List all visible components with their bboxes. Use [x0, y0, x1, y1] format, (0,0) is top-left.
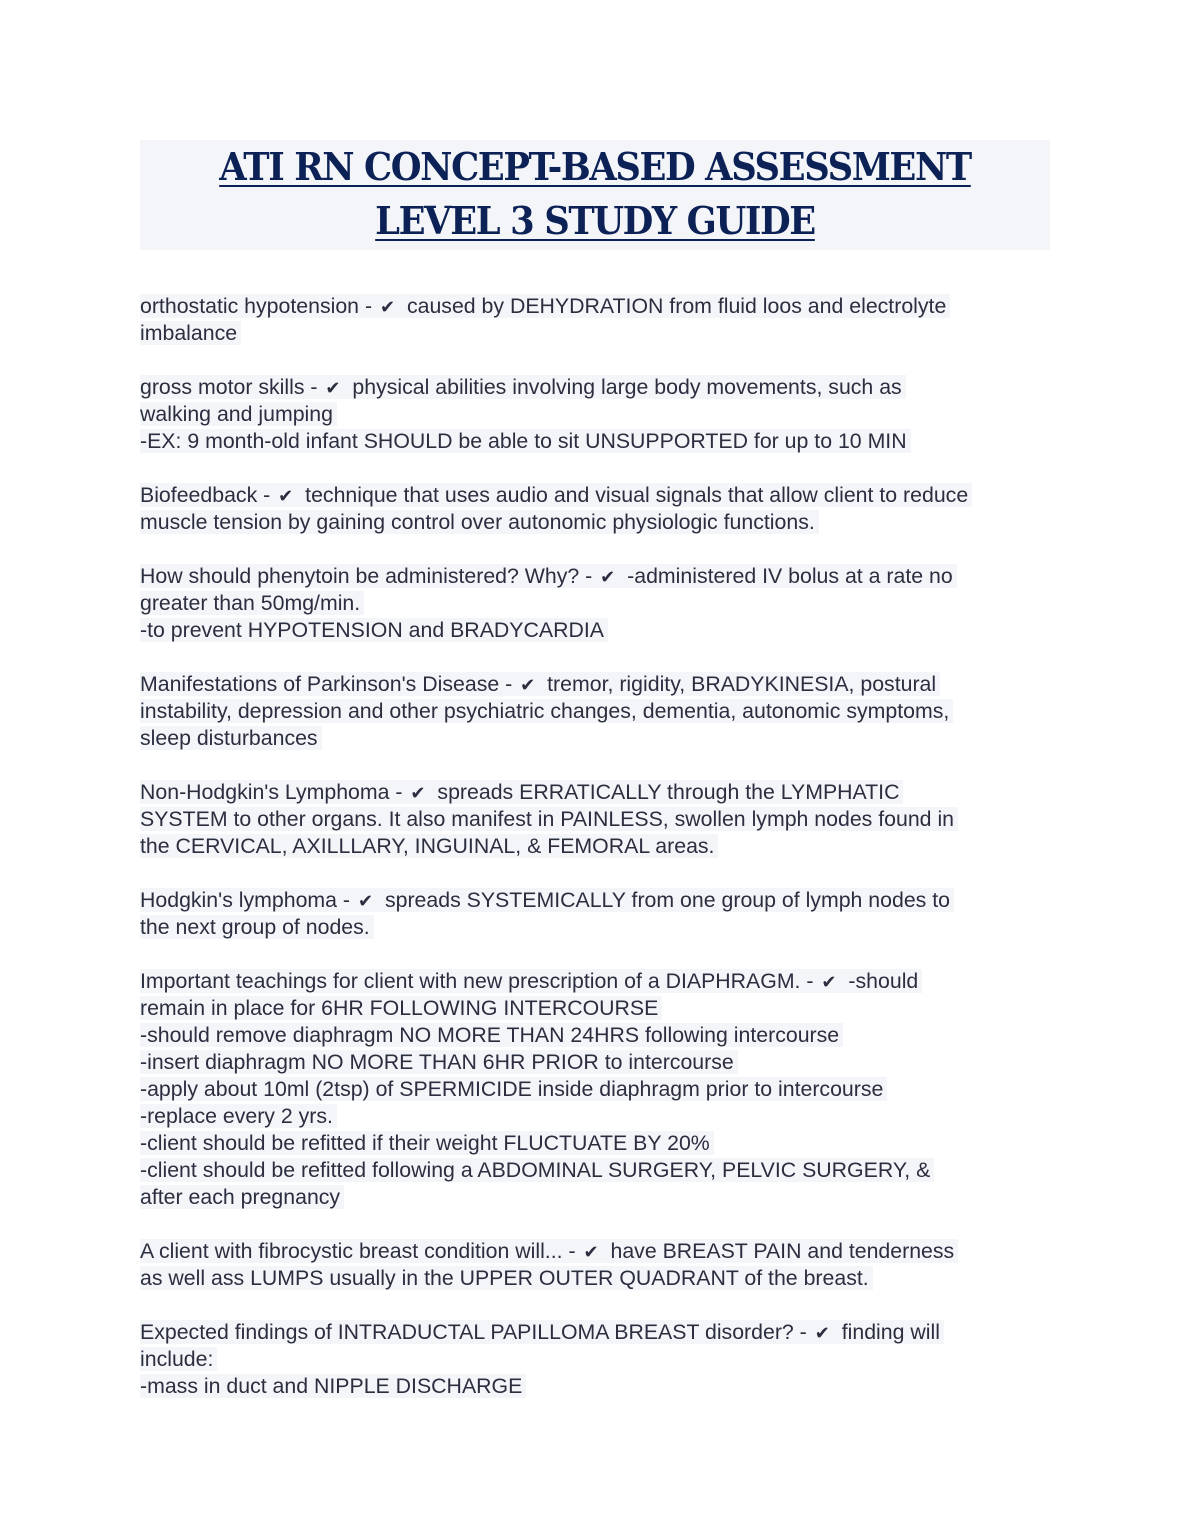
entry-answer: tremor, rigidity, BRADYKINESIA, postural [541, 672, 937, 696]
entry-line [140, 1103, 1055, 1130]
study-entry [140, 968, 1055, 1211]
check-icon: ✔ [814, 1323, 830, 1344]
entry-line [140, 590, 1055, 617]
entry-term: A client with fibrocystic breast condition will... - [140, 1239, 582, 1263]
study-entry [140, 563, 1055, 644]
entry-answer-continued: after each pregnancy [140, 1185, 341, 1209]
entry-term: Hodgkin's lymphoma - [140, 888, 356, 912]
entry-answer-continued: muscle tension by gaining control over autonomic physiologic functions. [140, 510, 815, 534]
entry-answer-continued: SYSTEM to other organs. It also manifest in PAINLESS, swollen lymph nodes found in [140, 807, 955, 831]
entry-answer-continued: as well ass LUMPS usually in the UPPER OUTER QUADRANT of the breast. [140, 1266, 869, 1290]
study-entry [140, 293, 1055, 347]
entry-term: gross motor skills - [140, 375, 324, 399]
entry-answer-continued: the CERVICAL, AXILLLARY, INGUINAL, & FEMORAL areas. [140, 834, 715, 858]
entry-term: orthostatic hypotension - [140, 294, 378, 318]
entry-answer-continued: include: [140, 1347, 214, 1371]
study-entry [140, 671, 1055, 752]
entry-answer-continued: imbalance [140, 321, 238, 345]
entry-line [140, 1265, 1055, 1292]
entry-answer-continued: walking and jumping [140, 402, 333, 426]
entry-line [140, 995, 1055, 1022]
entry-line [140, 1373, 1055, 1400]
study-entry [140, 779, 1055, 860]
document-title [140, 140, 1050, 250]
entry-answer: have BREAST PAIN and tenderness [604, 1239, 955, 1263]
study-entry [140, 1238, 1055, 1292]
entry-answer-continued: sleep disturbances [140, 726, 318, 750]
entry-answer-continued: -EX: 9 month-old infant SHOULD be able to sit UNSUPPORTED for up to 10 MIN [140, 429, 907, 453]
entry-line [140, 779, 1055, 806]
entry-line [140, 1076, 1055, 1103]
check-icon: ✔ [357, 891, 374, 912]
entry-line [140, 725, 1055, 752]
study-entry [140, 1319, 1055, 1400]
entry-answer-continued: -client should be refitted if their weight FLUCTUATE BY 20% [140, 1131, 710, 1155]
entry-term: Biofeedback - [140, 483, 277, 507]
entry-line [140, 1346, 1055, 1373]
entry-answer-continued: -mass in duct and NIPPLE DISCHARGE [140, 1374, 523, 1398]
entry-answer: physical abilities involving large body movements, such as [346, 375, 902, 399]
entry-line [140, 320, 1055, 347]
entry-term: Manifestations of Parkinson's Disease - [140, 672, 519, 696]
entry-line [140, 374, 1055, 401]
entry-line [140, 1022, 1055, 1049]
study-entry [140, 482, 1055, 536]
study-entry [140, 374, 1055, 455]
entry-answer-continued: greater than 50mg/min. [140, 591, 361, 615]
check-icon: ✔ [821, 972, 837, 993]
check-icon: ✔ [410, 783, 426, 804]
entry-line [140, 671, 1055, 698]
entry-line [140, 1049, 1055, 1076]
entry-line [140, 617, 1055, 644]
entry-line [140, 428, 1055, 455]
entry-term: Expected findings of INTRADUCTAL PAPILLOMA BREAST disorder? - [140, 1320, 813, 1344]
entry-answer-continued: instability, depression and other psychiatric changes, dementia, autonomic symptoms, [140, 699, 950, 723]
entry-answer-continued: -client should be refitted following a ABDOMINAL SURGERY, PELVIC SURGERY, & [140, 1158, 931, 1182]
entry-line [140, 1130, 1055, 1157]
entry-answer: -should [842, 969, 919, 993]
title-line-1: ATI RN CONCEPT-BASED ASSESSMENT [219, 144, 971, 189]
entry-term: Important teachings for client with new prescription of a DIAPHRAGM. - [140, 969, 820, 993]
study-entry [140, 887, 1055, 941]
entry-answer-continued: -replace every 2 yrs. [140, 1104, 333, 1128]
check-icon: ✔ [325, 378, 341, 399]
entry-line [140, 968, 1055, 995]
entry-answer-continued: -insert diaphragm NO MORE THAN 6HR PRIOR to intercourse [140, 1050, 734, 1074]
entry-line [140, 698, 1055, 725]
entry-line [140, 482, 1055, 509]
entry-line [140, 401, 1055, 428]
study-guide-entries [140, 293, 1055, 1427]
entry-answer: spreads ERRATICALLY through the LYMPHATIC [431, 780, 900, 804]
entry-line [140, 806, 1055, 833]
check-icon: ✔ [278, 486, 294, 507]
entry-answer-continued: -should remove diaphragm NO MORE THAN 24HRS following intercourse [140, 1023, 840, 1047]
entry-line [140, 833, 1055, 860]
check-icon: ✔ [600, 567, 616, 588]
entry-answer: finding will [835, 1320, 940, 1344]
entry-answer-continued: remain in place for 6HR FOLLOWING INTERCOURSE [140, 996, 659, 1020]
entry-answer: caused by DEHYDRATION from fluid loos and electrolyte [401, 294, 947, 318]
entry-answer: technique that uses audio and visual signals that allow client to reduce [299, 483, 969, 507]
entry-line [140, 887, 1055, 914]
title-line-2: LEVEL 3 STUDY GUIDE [375, 198, 815, 243]
entry-answer-continued: -apply about 10ml (2tsp) of SPERMICIDE inside diaphragm prior to intercourse [140, 1077, 884, 1101]
entry-answer-continued: the next group of nodes. [140, 915, 370, 939]
check-icon: ✔ [520, 675, 536, 696]
check-icon: ✔ [583, 1242, 599, 1263]
entry-term: How should phenytoin be administered? Why? - [140, 564, 599, 588]
entry-answer: spreads SYSTEMICALLY from one group of lymph nodes to [379, 888, 951, 912]
entry-answer-continued: -to prevent HYPOTENSION and BRADYCARDIA [140, 618, 604, 642]
entry-line [140, 293, 1055, 320]
entry-line [140, 1319, 1055, 1346]
entry-line [140, 1238, 1055, 1265]
entry-line [140, 1184, 1055, 1211]
entry-answer: -administered IV bolus at a rate no [621, 564, 953, 588]
entry-line [140, 509, 1055, 536]
entry-term: Non-Hodgkin's Lymphoma - [140, 780, 409, 804]
check-icon: ✔ [379, 297, 396, 318]
entry-line [140, 563, 1055, 590]
entry-line [140, 914, 1055, 941]
entry-line [140, 1157, 1055, 1184]
